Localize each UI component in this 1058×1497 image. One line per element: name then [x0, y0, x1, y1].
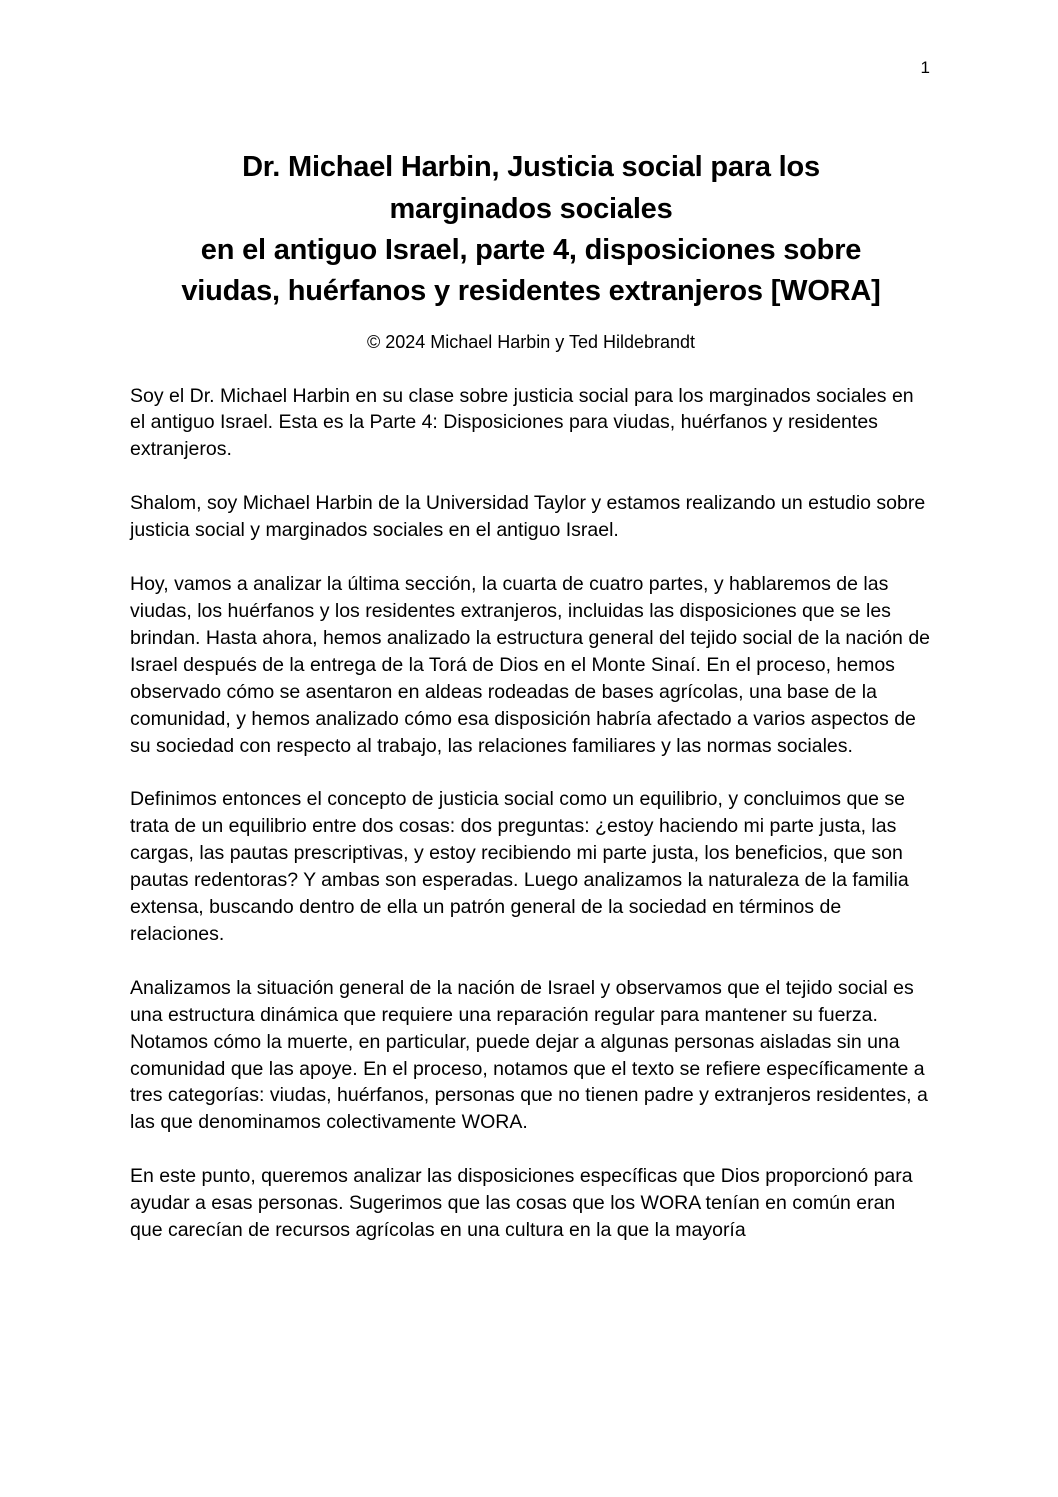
title-line: viudas, huérfanos y residentes extranjeros [WORA]	[181, 274, 881, 307]
paragraph: Analizamos la situación general de la nación de Israel y observamos que el tejido social es una estructura dinámica que requiere una reparación regular para mantener su fuerza. Notamos cómo la muerte, en particular, puede dejar a algunas personas aisladas sin una comunidad que las apoye. En el proceso, notamos que el texto se refiere específicamente a tres categorías: viudas, huérfanos, personas que no tienen padre y extranjeros residentes, a las que denominamos colectivamente WORA.	[130, 976, 928, 1134]
paragraph: En este punto, queremos analizar las disposiciones específicas que Dios proporcionó para ayudar a esas personas. Sugerimos que las cosas que los WORA tenían en común eran que carecían de recursos agrícolas en una cultura en la que la mayoría	[130, 1165, 913, 1242]
title-line: Dr. Michael Harbin, Justicia social para los	[242, 151, 820, 184]
title-line: en el antiguo Israel, parte 4, disposiciones sobre	[200, 233, 862, 266]
copyright-line: © 2024 Michael Harbin y Ted Hildebrandt	[366, 331, 696, 352]
document-content	[130, 128, 932, 1244]
paragraph: Hoy, vamos a analizar la última sección, la cuarta de cuatro partes, y hablaremos de las viudas, los huérfanos y los residentes extranjeros, incluidas las disposiciones que se les brindan. Hasta ahora, hemos analizado la estructura general del tejido social de la nación de Israel después de la entrega de la Torá de Dios en el Monte Sinaí. En el proceso, hemos observado cómo se asentaron en aldeas rodeadas de bases agrícolas, una base de la comunidad, y hemos analizado cómo esa disposición habría afectado a varios aspectos de su sociedad con respecto al trabajo, las relaciones familiares y las normas sociales.	[130, 573, 931, 757]
body-text	[130, 383, 932, 1244]
title-line: marginados sociales	[389, 192, 673, 225]
paragraph: Definimos entonces el concepto de justicia social como un equilibrio, y concluimos que se trata de un equilibrio entre dos cosas: dos preguntas: ¿estoy haciendo mi parte justa, las cargas, las pautas prescriptivas, y estoy recibiendo mi parte justa, los beneficios, que son pautas redentoras? Y ambas son esperadas. Luego analizamos la naturaleza de la familia extensa, buscando dentro de ella un patrón general de la sociedad en términos de relaciones.	[130, 788, 909, 945]
paragraph: Shalom, soy Michael Harbin de la Universidad Taylor y estamos realizando un estudio sobre justicia social y marginados sociales en el antiguo Israel.	[130, 492, 926, 542]
page-number: 1	[920, 58, 930, 77]
paragraph: Soy el Dr. Michael Harbin en su clase sobre justicia social para los marginados sociales en el antiguo Israel. Esta es la Parte 4: Disposiciones para viudas, huérfanos y residentes extranjeros.	[130, 384, 914, 461]
document-title	[130, 147, 932, 312]
